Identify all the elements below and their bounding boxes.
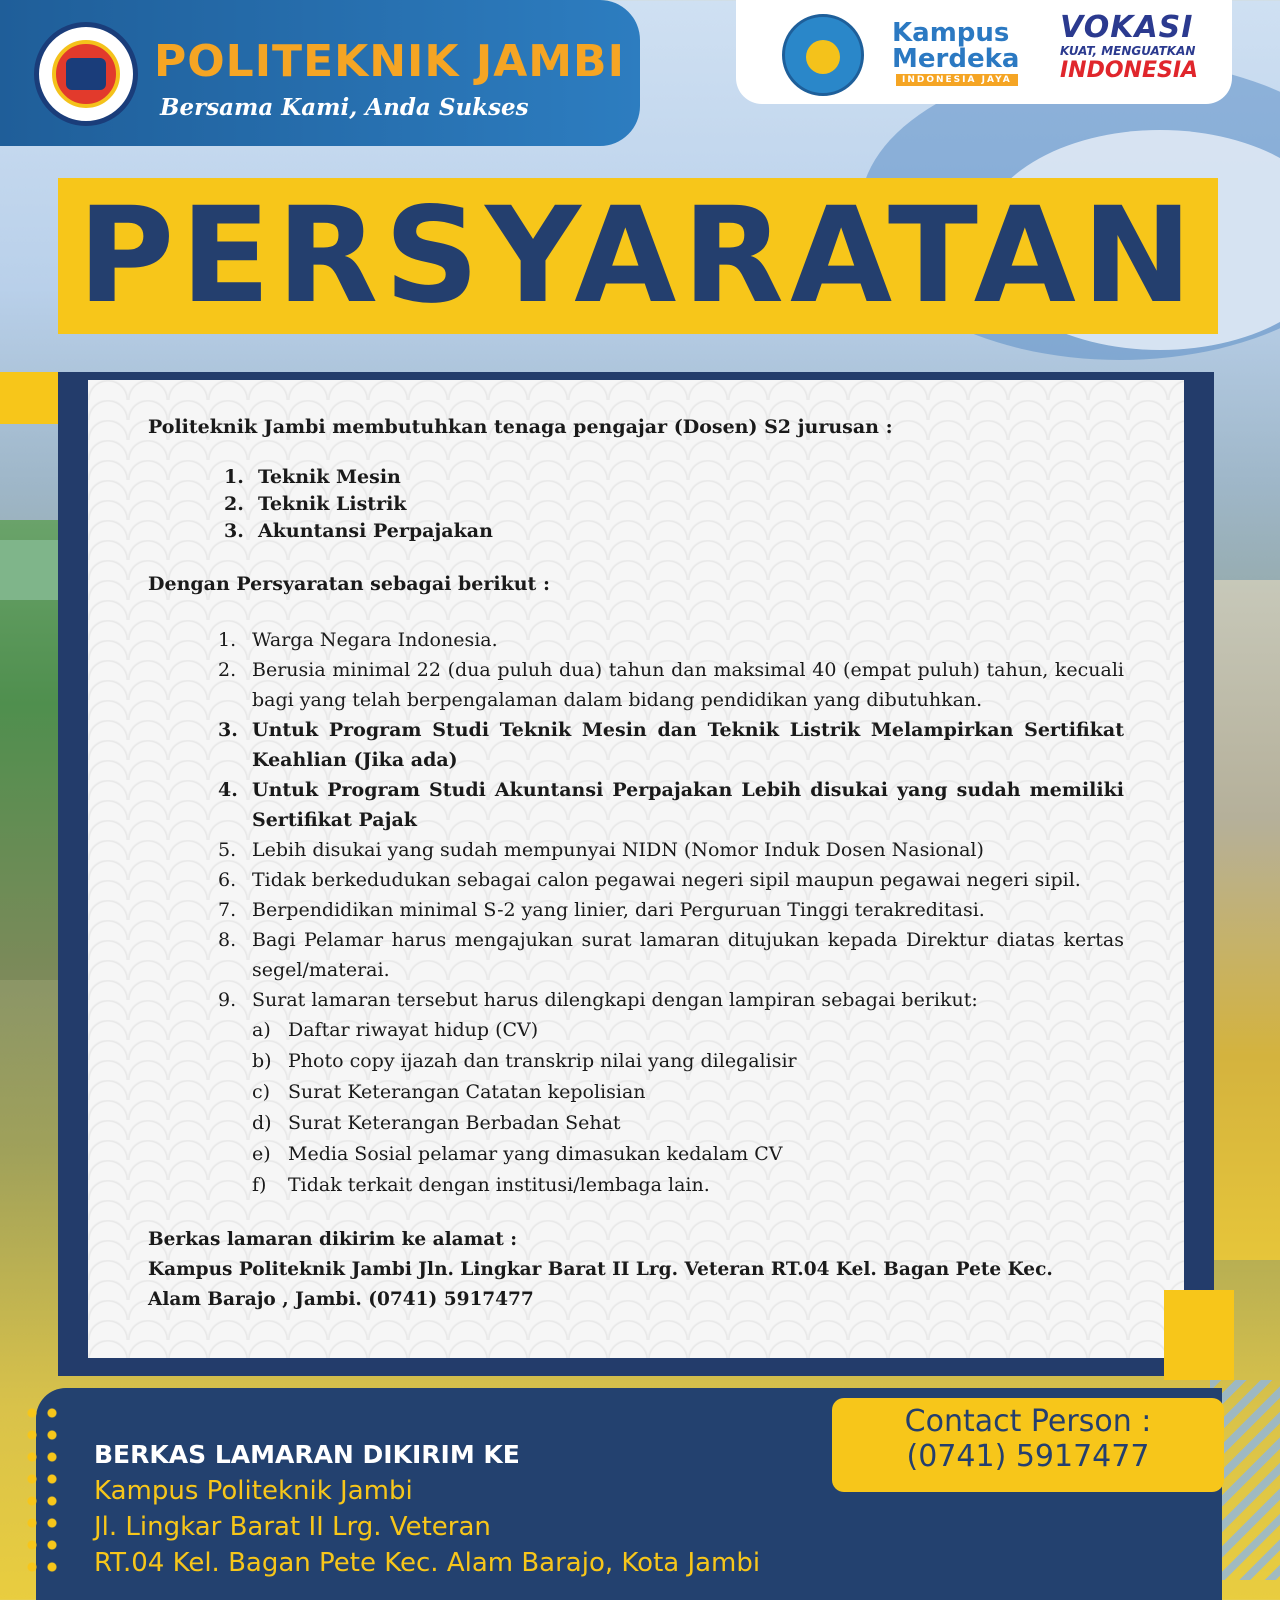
kampus-merdeka-sub: INDONESIA JAYA <box>896 74 1018 86</box>
attachment-item <box>252 1170 1124 1201</box>
send-address-line: Alam Barajo , Jambi. (0741) 5917477 <box>148 1289 534 1310</box>
attachment-num: a) <box>252 1019 271 1041</box>
intro-text: Politeknik Jambi membutuhkan tenaga pengajar (Dosen) S2 jurusan : <box>148 416 893 438</box>
requirement-item <box>218 865 1124 895</box>
program-num: 1. <box>224 466 244 488</box>
requirement-item <box>218 895 1124 925</box>
vokasi-logo-sub2: INDONESIA <box>1060 58 1199 83</box>
requirement-text: Lebih disukai yang sudah mempunyai NIDN (Nomor Induk Dosen Nasional) <box>252 839 984 861</box>
program-item <box>224 464 1124 491</box>
contact-phone: (0741) 5917477 <box>906 1439 1150 1474</box>
requirement-num: 2. <box>218 659 237 681</box>
yellow-accent <box>1164 1290 1234 1380</box>
requirement-num: 7. <box>218 899 237 921</box>
requirement-text: Berusia minimal 22 (dua puluh dua) tahun dan maksimal 40 (empat puluh) tahun, kecuali bagi yang telah berpengalaman dalam bidang pendidikan yang dibutuhkan. <box>252 659 1124 711</box>
attachment-list <box>252 1015 1124 1201</box>
requirement-num: 5. <box>218 839 237 861</box>
institution-tagline: Bersama Kami, Anda Sukses <box>160 94 529 121</box>
requirements-card <box>88 380 1184 1358</box>
attachment-num: d) <box>252 1112 272 1134</box>
attachment-item <box>252 1139 1124 1170</box>
kampus-merdeka-line1: Kampus <box>892 18 1010 48</box>
requirement-text: Berpendidikan minimal S-2 yang linier, dari Perguruan Tinggi terakreditasi. <box>252 899 985 921</box>
requirement-num: 3. <box>218 719 238 741</box>
contact-person-box <box>832 1398 1224 1492</box>
attachment-num: b) <box>252 1050 272 1072</box>
requirements-title: Dengan Persyaratan sebagai berikut : <box>148 573 550 595</box>
requirement-text: Warga Negara Indonesia. <box>252 629 498 651</box>
program-num: 3. <box>224 520 244 542</box>
vokasi-logo-sub1: KUAT, MENGUATKAN <box>1060 44 1196 58</box>
requirement-item <box>218 655 1124 715</box>
requirement-num: 4. <box>218 779 238 801</box>
requirement-item <box>218 715 1124 775</box>
footer-heading: BERKAS LAMARAN DIKIRIM KE <box>94 1440 520 1469</box>
requirement-num: 6. <box>218 869 237 891</box>
attachment-text: Surat Keterangan Catatan kepolisian <box>288 1081 646 1103</box>
program-item <box>224 491 1124 518</box>
vokasi-logo-title: VOKASI <box>1060 10 1194 45</box>
requirement-text: Bagi Pelamar harus mengajukan surat lamaran ditujukan kepada Direktur diatas kertas segel/materai. <box>252 929 1124 981</box>
politeknik-logo-core <box>66 58 106 90</box>
program-item <box>224 518 1124 545</box>
attachment-text: Surat Keterangan Berbadan Sehat <box>288 1112 621 1134</box>
send-address-line: Kampus Politeknik Jambi Jln. Lingkar Barat II Lrg. Veteran RT.04 Kel. Bagan Pete Kec. <box>148 1259 1053 1280</box>
program-label: Akuntansi Perpajakan <box>258 520 493 542</box>
requirement-num: 8. <box>218 929 237 951</box>
requirement-item <box>218 775 1124 835</box>
requirement-item <box>218 925 1124 985</box>
send-address-title: Berkas lamaran dikirim ke alamat : <box>148 1229 518 1250</box>
attachment-num: c) <box>252 1081 271 1103</box>
requirement-item <box>218 625 1124 655</box>
page-title: PERSYARATAN <box>77 179 1199 333</box>
attachment-text: Media Sosial pelamar yang dimasukan kedalam CV <box>288 1143 783 1165</box>
send-address-block <box>148 1225 1124 1315</box>
program-num: 2. <box>224 493 244 515</box>
attachment-text: Daftar riwayat hidup (CV) <box>288 1019 539 1041</box>
requirement-item <box>218 835 1124 865</box>
attachment-item <box>252 1108 1124 1139</box>
attachment-item <box>252 1077 1124 1108</box>
requirement-num: 1. <box>218 629 237 651</box>
contact-label: Contact Person : <box>904 1404 1152 1439</box>
attachment-text: Tidak terkait dengan institusi/lembaga lain. <box>288 1174 710 1196</box>
institution-name: POLITEKNIK JAMBI <box>154 36 625 87</box>
dots-decoration <box>22 1402 62 1572</box>
attachment-item <box>252 1046 1124 1077</box>
program-list <box>224 464 1124 545</box>
footer-address-line: Kampus Politeknik Jambi <box>94 1476 413 1506</box>
requirement-text: Tidak berkedudukan sebagai calon pegawai negeri sipil maupun pegawai negeri sipil. <box>252 869 1081 891</box>
footer-address-line: Jl. Lingkar Barat II Lrg. Veteran <box>94 1512 491 1542</box>
requirement-item <box>218 985 1124 1201</box>
tut-wuri-handayani-emblem <box>806 40 840 74</box>
requirement-text: Untuk Program Studi Teknik Mesin dan Teknik Listrik Melampirkan Sertifikat Keahlian (Jika ada) <box>252 719 1124 771</box>
requirement-text: Surat lamaran tersebut harus dilengkapi dengan lampiran sebagai berikut: <box>252 989 978 1011</box>
kampus-merdeka-line2: Merdeka <box>892 44 1020 74</box>
kampus-merdeka-logo <box>892 20 1019 72</box>
requirement-num: 9. <box>218 989 237 1011</box>
footer-address-line: RT.04 Kel. Bagan Pete Kec. Alam Barajo, Kota Jambi <box>94 1548 761 1578</box>
attachment-text: Photo copy ijazah dan transkrip nilai yang dilegalisir <box>288 1050 797 1072</box>
requirements-list <box>218 625 1124 1201</box>
attachment-num: f) <box>252 1174 267 1196</box>
program-label: Teknik Mesin <box>258 466 401 488</box>
attachment-num: e) <box>252 1143 271 1165</box>
requirement-text: Untuk Program Studi Akuntansi Perpajakan Lebih disukai yang sudah memiliki Sertifikat Pajak <box>252 779 1124 831</box>
program-label: Teknik Listrik <box>258 493 407 515</box>
attachment-item <box>252 1015 1124 1046</box>
